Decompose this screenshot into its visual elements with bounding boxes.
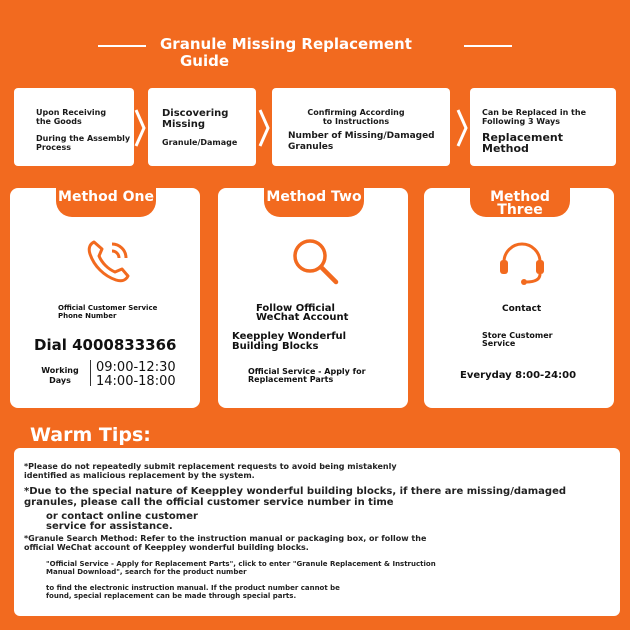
hours-morning: 09:00-12:30 [96,360,176,375]
method-two-tab: Method Two [264,187,364,217]
tip-3: *Granule Search Method: Refer to the instruction manual or packaging box, or follow the official WeChat account of Keeppley wonderful building blocks. [24,534,427,552]
hours-divider [90,360,91,386]
phone-call-icon [82,236,138,290]
step-2-card [148,88,256,166]
method-three-line2: Store Customer Service [482,331,553,348]
page-title-line1: Granule Missing Replacement [160,35,412,53]
step-4-line1: Can be Replaced in the Following 3 Ways [482,108,586,126]
method-two-line3: Official Service - Apply for Replacement Parts [248,367,366,384]
tip-2a: *Due to the special nature of Keeppley wonderful building blocks, if there are missing/damaged granules, please call the official customer service number in time [24,486,567,508]
step-4-line2: Replacement Method [482,131,563,155]
step-3-line2: Number of Missing/Damaged Granules [288,131,435,152]
tip-4: "Official Service - Apply for Replacement Parts", click to enter "Granule Replacement & Instruction Manual Download", search for the product number [46,560,436,576]
title-divider-right [464,45,512,47]
step-2-line2: Granule/Damage [162,138,238,147]
method-one-tab: Method One [56,187,156,217]
step-3-line1: Confirming According to Instructions [307,108,405,126]
method-two-line2: Keeppley Wonderful Building Blocks [232,331,347,352]
step-1-card [14,88,134,166]
headset-icon [494,234,550,292]
step-2-line1: Discovering Missing [162,108,229,130]
step-3-card [272,88,450,166]
step-1-line1: Upon Receiving the Goods [36,108,107,126]
warm-tips-title: Warm Tips: [30,424,151,446]
title-divider-left [98,45,146,47]
page-title [160,36,460,70]
method-three-line1: Contact [502,304,542,314]
chevron-right-icon [456,108,468,148]
chevron-right-icon [134,108,146,148]
tip-5: to find the electronic instruction manual. If the product number cannot be found, special replacement can be made through special parts. [46,584,340,600]
method-one-label: Official Customer Service Phone Number [58,304,158,320]
page-title-line2: Guide [180,52,230,70]
phone-number[interactable]: Dial 4000833366 [34,336,177,354]
tip-2b: or contact online customer service for assistance. [46,511,198,532]
step-1-line2: During the Assembly Process [36,134,131,152]
method-three-hours: Everyday 8:00-24:00 [460,370,577,381]
chevron-right-icon [258,108,270,148]
method-two-line1: Follow Official WeChat Account [256,303,349,323]
step-4-card [470,88,616,166]
method-three-tab: Method Three [470,187,570,217]
working-days-label: Working Days [41,366,79,385]
hours-afternoon: 14:00-18:00 [96,374,176,389]
search-icon [288,234,344,292]
tip-1: *Please do not repeatedly submit replacement requests to avoid being mistakenly identified as malicious replacement by the system. [24,462,397,480]
